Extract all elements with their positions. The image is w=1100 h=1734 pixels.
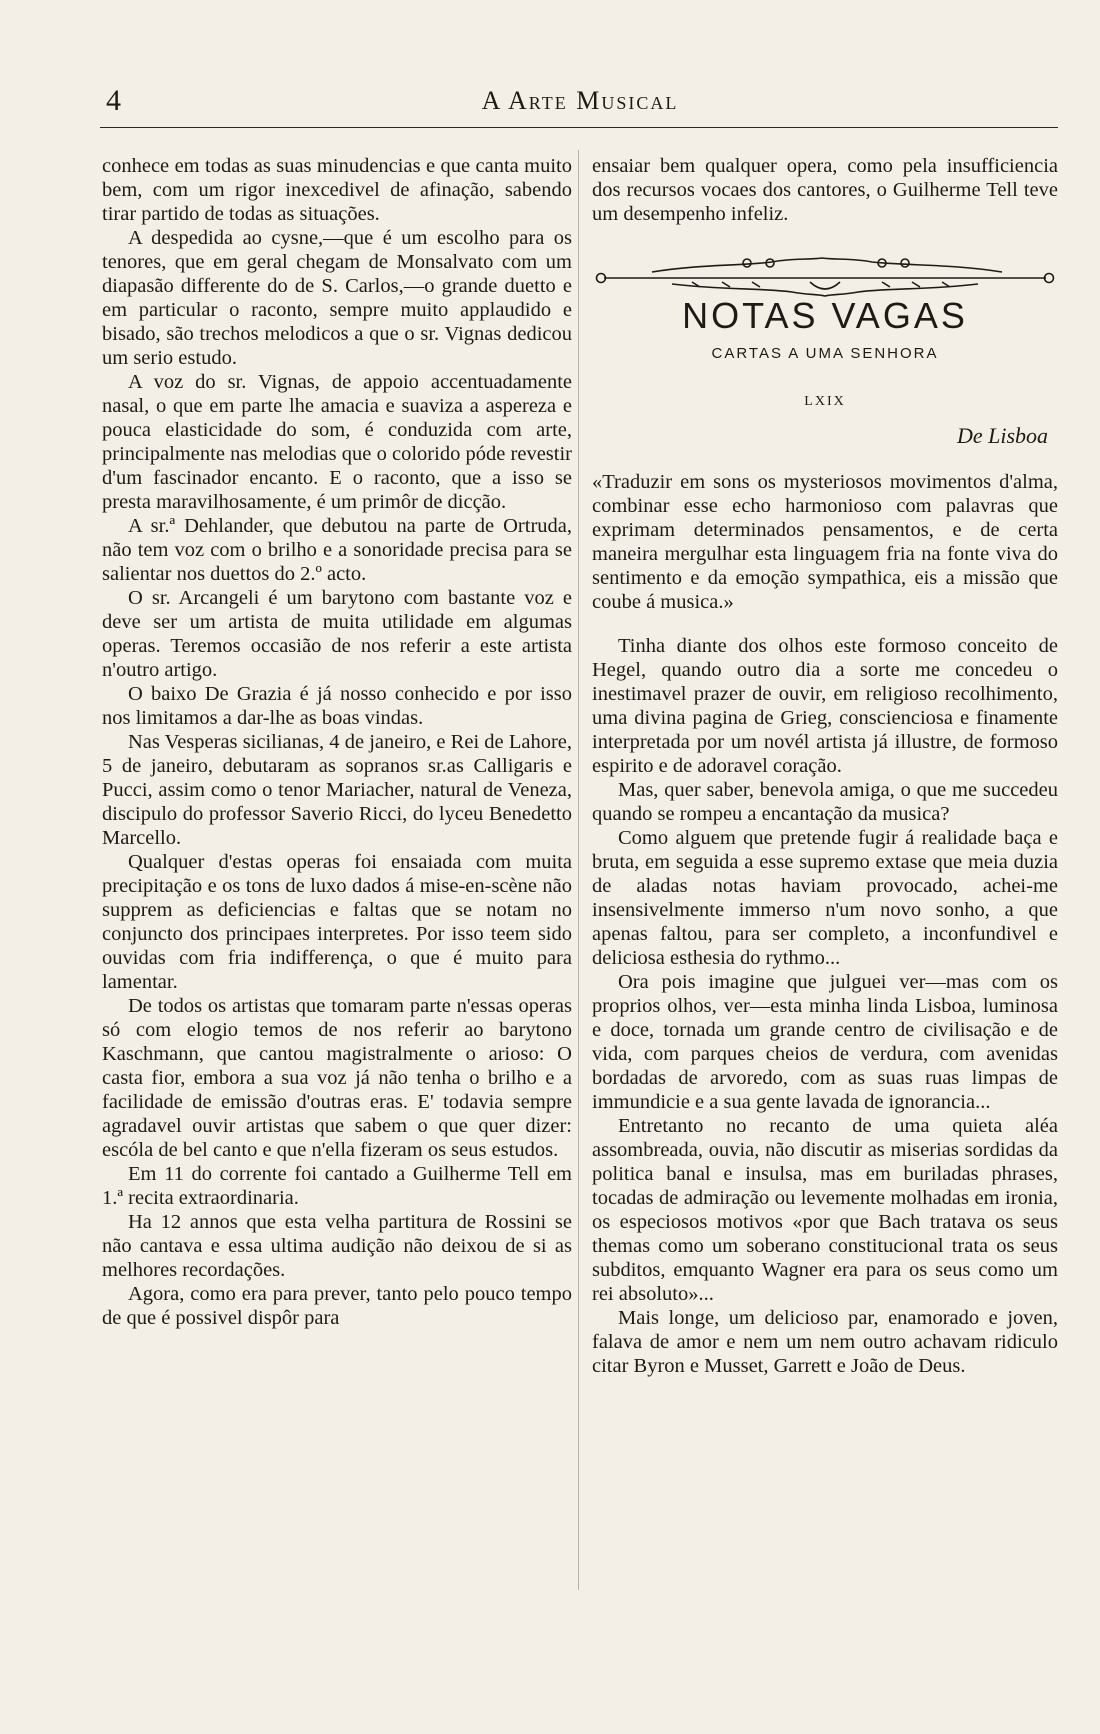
paragraph: A sr.ª Dehlander, que debutou na parte de Ortruda, não tem voz com o brilho e a sonoridade precisa para se salientar nos duettos do 2.º acto. — [102, 515, 572, 585]
paragraph: Mas, quer saber, benevola amiga, o que me succedeu quando se rompeu a encantação da musica? — [592, 779, 1058, 825]
left-column — [102, 154, 572, 1330]
right-column — [592, 154, 1058, 1378]
paragraph: Ora pois imagine que julguei ver—mas com os proprios olhos, ver—esta minha linda Lisboa, luminosa e doce, tornada um grande centro de civilisação e de vida, com parques cheios de verdura, com avenidas bordadas de arvoredo, com as suas ruas limpas de immundicie e a sua gente lavada de ignorancia... — [592, 971, 1058, 1113]
paragraph: De todos os artistas que tomaram parte n'essas operas só com elogio temos de nos referir ao barytono Kaschmann, que cantou magistralmente o arioso: O casta fior, embora a sua voz já não tenha o brilho e a facilidade de emissão d'outras eras. E' todavia sempre agradavel ouvir artistas que sabem o que quer dizer: escóla de bel canto e que n'ella fizeram os seus estudos. — [102, 995, 572, 1161]
paragraph: Como alguem que pretende fugir á realidade baça e bruta, em seguida a esse supremo extase que meia duzia de aladas notas haviam provocado, achei-me insensivelmente immerso n'um novo sonho, a que apenas faltou, para ser completo, a inconfundivel e deliciosa esthesia do rythmo... — [592, 827, 1058, 969]
section-subtitle: CARTAS A UMA SENHORA — [711, 345, 939, 362]
paragraph: Mais longe, um delicioso par, enamorado e joven, falava de amor e nem um nem outro achavam ridiculo citar Byron e Musset, Garrett e João de Deus. — [592, 1307, 1058, 1377]
continuation-paragraph: ensaiar bem qualquer opera, como pela insufficiencia dos recursos vocaes dos cantores, o Guilherme Tell teve um desempenho infeliz. — [592, 155, 1058, 225]
paragraph: conhece em todas as suas minudencias e que canta muito bem, com um rigor inexcedivel de afinação, sabendo tirar partido de todas as situações. — [102, 155, 572, 225]
paragraph: Qualquer d'estas operas foi ensaiada com muita precipitação e os tons de luxo dados á mise-en-scène não supprem as deficiencias e faltas que se notam no conjuncto dos principaes interpretes. Por isso teem sido ouvidas com fria indifferença, o que é muito para lamentar. — [102, 851, 572, 993]
hegel-quote: «Traduzir em sons os mysteriosos movimentos d'alma, combinar esse echo harmonioso com palavras que exprimam determinados pensamentos, e de certa maneira mergulhar esta linguagem fria na fonte viva do sentimento e da emoção sympathica, eis a missão que coube á musica.» — [592, 471, 1058, 613]
letter-number: LXIX — [804, 394, 846, 409]
paragraph: A despedida ao cysne,—que é um escolho para os tenores, que em geral chegam de Monsalvato com um diapasão differente do de S. Carlos,—o grande duetto e em particular o raconto, sempre muito applaudido e bisado, são trechos melodicos a que o sr. Vignas dedicou um serio estudo. — [102, 227, 572, 369]
dateline: De Lisboa — [956, 423, 1048, 448]
paragraph: O sr. Arcangeli é um barytono com bastante voz e deve ser um artista de muita utilidade em algumas operas. Teremos occasião de nos referir a este artista n'outro artigo. — [102, 587, 572, 681]
journal-title: A Arte Musical — [481, 86, 679, 115]
page-number: 4 — [106, 84, 121, 117]
header-rule — [100, 127, 1058, 128]
paragraph: Nas Vesperas sicilianas, 4 de janeiro, e Rei de Lahore, 5 de janeiro, debutaram as sopranos sr.as Calligaris e Pucci, assim como o tenor Mariacher, natural de Veneza, discipulo do professor Saverio Ricci, do lyceu Benedetto Marcello. — [102, 731, 572, 849]
paragraph: Tinha diante dos olhos este formoso conceito de Hegel, quando outro dia a sorte me concedeu o inestimavel prazer de ouvir, em religioso recolhimento, uma divina pagina de Grieg, conscienciosa e finamente interpretada por um novél artista já illustre, de formoso espirito e de adoravel coração. — [592, 635, 1058, 777]
paragraph: O baixo De Grazia é já nosso conhecido e por isso nos limitamos a dar-lhe as boas vindas. — [102, 683, 572, 729]
paragraph: Agora, como era para prever, tanto pelo pouco tempo de que é possivel dispôr para — [102, 1283, 572, 1329]
section-title: NOTAS VAGAS — [682, 295, 968, 336]
paragraph: Entretanto no recanto de uma quieta aléa assombreada, ouvia, não discutir as miserias sordidas da politica banal e insulsa, mas em buriladas phrases, tocadas de admiração ou levemente molhadas em ironia, os especiosos motivos «por que Bach tratava os seus themas como um soberano constitucional trata os seus subditos, emquanto Wagner era para os seus como um rei absoluto»... — [592, 1115, 1058, 1305]
running-head — [100, 80, 1060, 120]
paragraph: Ha 12 annos que esta velha partitura de Rossini se não cantava e essa ultima audição não deixou de si as melhores recordações. — [102, 1211, 572, 1281]
paragraph: A voz do sr. Vignas, de appoio accentuadamente nasal, o que em parte lhe amacia e suaviza a aspereza e pouca elasticidade do som, é conduzida com arte, principalmente nas melodias que o colorido póde revestir d'um fascinador encanto. E o raconto, que a isso se presta maravilhosamente, é um primôr de dicção. — [102, 371, 572, 513]
scroll-ornament-divider — [592, 254, 1058, 298]
column-divider — [578, 150, 579, 1590]
paragraph: Em 11 do corrente foi cantado a Guilherme Tell em 1.ª recita extraordinaria. — [102, 1163, 572, 1209]
